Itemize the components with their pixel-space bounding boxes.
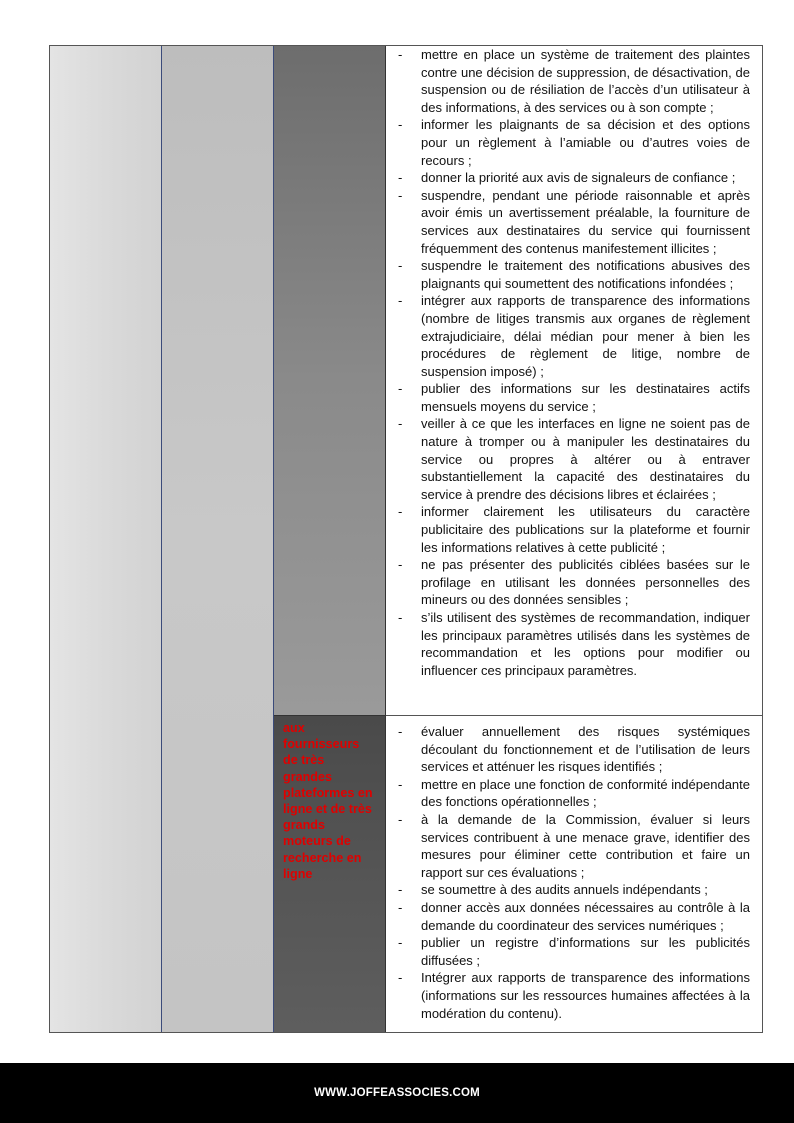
obligations-table [49, 45, 763, 1033]
list-item: - intégrer aux rapports de transparence des informations (nombre de litiges transmis aux organes de règlement extrajudiciaire, délai médian pour mener à bien les procédures de règlement de litige, nombre de suspension imposé) ; [394, 292, 750, 380]
table-row2-label-cell [274, 715, 386, 1032]
table-row1-label-cell [274, 46, 386, 715]
row1-obligations-cell [394, 46, 750, 679]
list-item: - suspendre le traitement des notifications abusives des plaignants qui soumettent des notifications infondées ; [394, 257, 750, 292]
list-item: - mettre en place un système de traitement des plaintes contre une décision de suppression, de désactivation, de suspension ou de résiliation de l’accès d’un utilisateur à des informations, à des services ou à son compte ; [394, 46, 750, 116]
page-footer [0, 1063, 794, 1123]
list-item: - évaluer annuellement des risques systémiques découlant du fonctionnement et de l’utilisation de leurs services et atténuer les risques identifiés ; [394, 723, 750, 776]
row2-obligations-cell [394, 723, 750, 1022]
table-column-2 [162, 46, 274, 1032]
list-item: - s’ils utilisent des systèmes de recommandation, indiquer les principaux paramètres utilisés dans les systèmes de recommandation et les options pour modifier ou influencer ces principaux paramètres. [394, 609, 750, 679]
list-item: - Intégrer aux rapports de transparence des informations (informations sur les ressources humaines affectées à la modération du contenu). [394, 969, 750, 1022]
row2-obligations-list [394, 723, 750, 1022]
table-column-1 [50, 46, 162, 1032]
footer-website-link[interactable]: WWW.JOFFEASSOCIES.COM [314, 1087, 480, 1099]
list-item: - à la demande de la Commission, évaluer si leurs services contribuent à une menace grave, identifier des mesures pour éliminer cette contribution et faire un rapport sur ces évaluations ; [394, 811, 750, 881]
row1-obligations-list [394, 46, 750, 679]
list-item: - informer les plaignants de sa décision et des options pour un règlement à l’amiable ou d’autres voies de recours ; [394, 116, 750, 169]
list-item: - ne pas présenter des publicités ciblées basées sur le profilage en utilisant les données personnelles des mineurs ou des données sensibles ; [394, 556, 750, 609]
list-item: - donner accès aux données nécessaires au contrôle à la demande du coordinateur des services numériques ; [394, 899, 750, 934]
list-item: - se soumettre à des audits annuels indépendants ; [394, 881, 750, 899]
list-item: - donner la priorité aux avis de signaleurs de confiance ; [394, 169, 750, 187]
list-item: - suspendre, pendant une période raisonnable et après avoir émis un avertissement préalable, la fourniture de services aux destinataires du service qui fournissent fréquemment des contenus manifestement illicites ; [394, 187, 750, 257]
row-divider [386, 715, 762, 716]
row2-label: aux fournisseurs de très grandes plateformes en ligne et de très grands moteurs de recherche en ligne [283, 721, 373, 881]
list-item: - publier un registre d’informations sur les publicités diffusées ; [394, 934, 750, 969]
list-item: - veiller à ce que les interfaces en ligne ne soient pas de nature à tromper ou à manipuler les destinataires du service ou propres à altérer ou à entraver substantiellement la capacité des destinataires du service à prendre des décisions libres et éclairées ; [394, 415, 750, 503]
list-item: - informer clairement les utilisateurs du caractère publicitaire des publications sur la plateforme et fournir les informations relatives à cette publicité ; [394, 503, 750, 556]
list-item: - mettre en place une fonction de conformité indépendante des fonctions opérationnelles ; [394, 776, 750, 811]
list-item: - publier des informations sur les destinataires actifs mensuels moyens du service ; [394, 380, 750, 415]
